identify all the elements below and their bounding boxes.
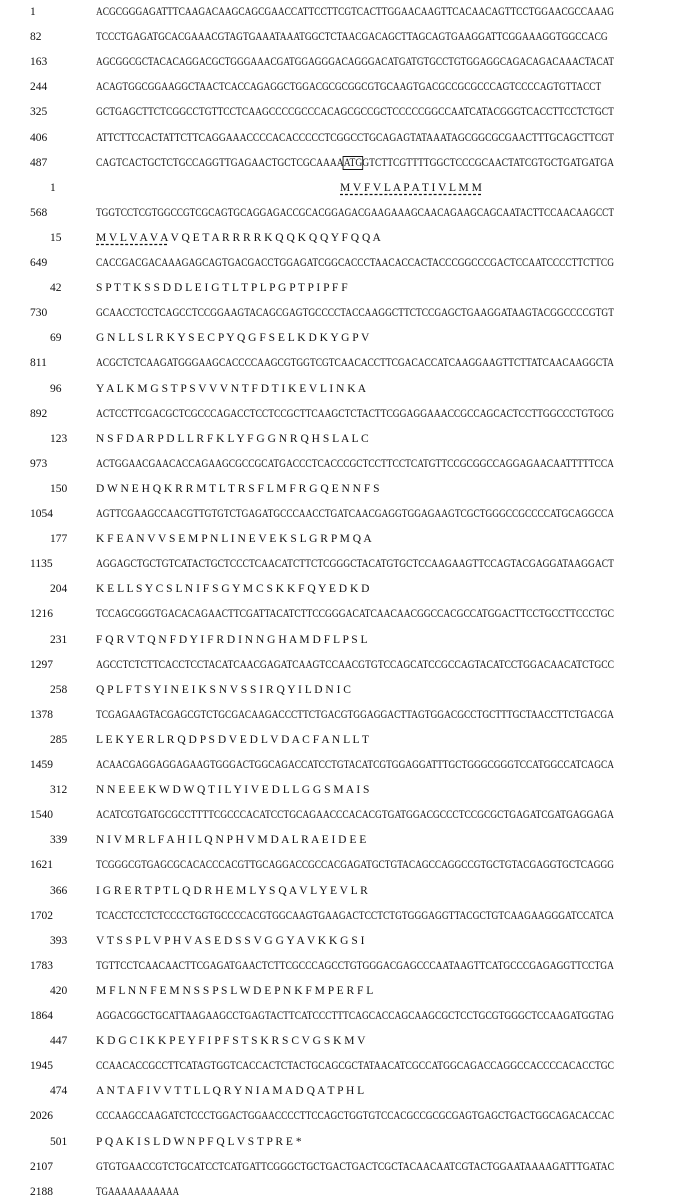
aa-position-number: 501 xyxy=(50,1135,68,1148)
sequence-segment: D W N E H Q K R R M T L T R S F L M F R G Q E N N F S xyxy=(96,482,380,495)
sequence-segment: V T S S P L V P H V A S E D S S V G G Y A V K K G S I xyxy=(96,934,365,947)
aa-position-number: 42 xyxy=(50,282,62,295)
sequence-segment: CACCGACGACAAAGAGCAGTGACGACCTGGAGATCGGCACCCTAACACCACTACCCGGCCCGACTCCAATCCCCTTCTTCG xyxy=(96,257,614,269)
nucleotide-row xyxy=(0,2,682,22)
nucleotide-row xyxy=(0,27,682,47)
sequence-segment: I G R E R T P T L Q D R H E M L Y S Q A V L Y E V L R xyxy=(96,884,368,897)
sequence-segment: TCACCTCCTCTCCCCTGGTGCCCCACGTGGCAAGTGAAGACTCCTCTGTGGGAGGTTACGCTGTCAAGAAGGGATCCATCA xyxy=(96,909,614,922)
nucleotide-row xyxy=(0,1157,682,1177)
nucleotide-row xyxy=(0,454,682,474)
nt-position-number: 892 xyxy=(30,407,48,420)
nt-position-number: 1945 xyxy=(30,1060,53,1073)
aa-position-number: 366 xyxy=(50,884,68,897)
aminoacid-row xyxy=(0,178,682,198)
nt-position-number: 1459 xyxy=(30,759,53,771)
nucleotide-sequence xyxy=(96,153,614,173)
nucleotide-row xyxy=(0,1056,682,1076)
nt-position-number: 487 xyxy=(30,156,48,169)
sequence-segment: V Q E T A R R R R K Q Q K Q Q Y F Q Q A xyxy=(167,231,381,244)
nucleotide-row xyxy=(0,1106,682,1126)
sequence-segment: TCCAGCGGGTGACACAGAACTTCGATTACATCTTCCGGGACATCAACAACGGCCACGCCATGGACTTCCTGCCTTCCCTGC xyxy=(96,608,615,621)
nucleotide-sequence xyxy=(96,253,614,273)
sequence-segment: AGGACGGCTGCATTAAGAAGCCTGAGTACTTCATCCCTTTCAGCACCAGCAAGCGCTCCTGCGTGGGCTCCAAGATGGTAG xyxy=(96,1010,614,1022)
nucleotide-row xyxy=(0,102,682,122)
aminoacid-row xyxy=(0,830,682,850)
aminoacid-row xyxy=(0,429,682,449)
aminoacid-sequence xyxy=(96,579,369,599)
aminoacid-row xyxy=(0,1031,682,1051)
sequence-segment: AGCGGCGCTACACAGGACGCTGGGAAACGATGGAGGGACAGGGACATGATGTGCCTGTGGAGGCAGACAGACAAACTACAT xyxy=(96,56,615,69)
sequence-segment: N N E E E K W D W Q T I L Y I V E D L L G G S M A I S xyxy=(96,784,370,797)
nucleotide-sequence xyxy=(96,454,614,474)
sequence-segment: L E K Y E R L R Q D P S D V E D L V D A C F A N L L T xyxy=(96,733,369,746)
nt-position-number: 2026 xyxy=(30,1110,53,1123)
sequence-segment: GCTGAGCTTCTCGGCCTGTTCCTCAAGCCCCGCCCACAGCGCCGCTCCCCCGGCCAATCATACGGGTCACCTTCCTCTGCT xyxy=(96,106,614,119)
signal-peptide: M V L V A V A xyxy=(96,231,168,244)
nucleotide-row xyxy=(0,655,682,675)
nucleotide-row xyxy=(0,805,682,825)
aa-position-number: 69 xyxy=(50,332,62,345)
nt-position-number: 1 xyxy=(30,6,36,18)
sequence-segment: TGTTCCTCAACAACTTCGAGATGAACTCTTCGCCCAGCCTGTGGGACGAGCCCAATAAGTTCATGCCCGAGAGGTTCCTGA xyxy=(96,959,614,972)
sequence-segment: CAGTCACTGCTCTGCCAGGTTGAGAACTGCTCGCAAAA xyxy=(96,156,344,169)
sequence-segment: TGGTCCTCGTGGCCGTCGCAGTGCAGGAGACCGCACGGAGACGAAGAAAGCAACAGAAGCAGCAATACTTCCAACAAGCCT xyxy=(96,206,615,219)
nucleotide-row xyxy=(0,353,682,373)
nucleotide-row xyxy=(0,1006,682,1026)
sequence-segment: TCGGGCGTGAGCGCACACCCACGTTGCAGGACCGCCACGAGATGCTGTACAGCCAGGCCGTGCTGTACGAGGTGCTCAGGG xyxy=(96,859,614,872)
aa-position-number: 285 xyxy=(50,733,68,746)
nt-position-number: 163 xyxy=(30,56,48,69)
sequence-segment: ACAGTGGCGGAAGGCTAACTCACCAGAGGCTGGACGCGCGGCGTGCAAGTGACGCCGCGCCCAGTCCCCAGTGTTACCT xyxy=(96,81,602,94)
aa-position-number: 96 xyxy=(50,382,62,395)
nt-position-number: 649 xyxy=(30,257,48,269)
aa-position-number: 339 xyxy=(50,834,68,847)
nucleotide-row xyxy=(0,1182,682,1202)
aa-position-number: 204 xyxy=(50,583,68,596)
aminoacid-sequence xyxy=(96,429,369,449)
sequence-segment: K D G C I K K P E Y F I P F S T S K R S C V G S K M V xyxy=(96,1035,366,1048)
sequence-segment: ACTCCTTCGACGCTCGCCCAGACCTCCTCCGCTTCAAGCTCTACTTCGGAGGAAACCGCCAGCACTCCTTGGCCCTGTGCG xyxy=(96,407,615,420)
aminoacid-row xyxy=(0,630,682,650)
nucleotide-sequence xyxy=(96,1056,614,1076)
nucleotide-sequence xyxy=(96,805,614,825)
aa-position-number: 150 xyxy=(50,482,68,495)
aminoacid-sequence xyxy=(96,228,381,248)
nt-position-number: 1783 xyxy=(30,959,53,972)
nucleotide-sequence xyxy=(96,1182,179,1202)
aa-position-number: 123 xyxy=(50,432,68,445)
nucleotide-sequence xyxy=(96,855,614,875)
nt-position-number: 325 xyxy=(30,106,48,119)
sequence-segment: TCGAGAAGTACGAGCGTCTGCGACAAGACCCTTCTGACGTGGAGGACTTAGTGGACGCCTGCTTTGCTAACCTTCTGACGA xyxy=(96,708,614,721)
nucleotide-sequence xyxy=(96,906,614,926)
nt-position-number: 1216 xyxy=(30,608,53,621)
nucleotide-sequence xyxy=(96,1006,614,1026)
sequence-segment: K F E A N V V S E M P N L I N E V E K S L G R P M Q A xyxy=(96,533,372,546)
sequence-segment: ACGCTCTCAAGATGGGAAGCACCCCAAGCGTGGTCGTCAACACCTTCGACACCATCAAGGAAGTTCTTATCAACAAGGCTA xyxy=(96,357,614,370)
nt-position-number: 82 xyxy=(30,31,42,44)
aminoacid-row xyxy=(0,278,682,298)
aa-position-number: 177 xyxy=(50,533,68,546)
nucleotide-sequence xyxy=(96,353,614,373)
aminoacid-row xyxy=(0,780,682,800)
nt-position-number: 1864 xyxy=(30,1010,53,1022)
nucleotide-sequence xyxy=(96,102,614,122)
aa-position-number: 420 xyxy=(50,984,68,997)
sequence-segment: G N L L S L R K Y S E C P Y Q G F S E L K D K Y G P V xyxy=(96,332,370,345)
aminoacid-sequence xyxy=(96,1031,365,1051)
aa-position-number: 15 xyxy=(50,231,62,244)
nucleotide-sequence xyxy=(96,655,614,675)
aminoacid-sequence xyxy=(96,730,369,750)
sequence-segment: ACGCGGGAGATTTCAAGACAAGCAGCGAACCATTCCTTCGTCACTTGGAACAAGTTCACAACAGTTCCTGGAACGCCAAAG xyxy=(96,6,614,18)
nucleotide-row xyxy=(0,705,682,725)
nt-position-number: 1702 xyxy=(30,909,53,922)
aminoacid-sequence xyxy=(96,630,368,650)
nucleotide-sequence xyxy=(96,956,614,976)
sequence-segment: AGCCTCTCTTCACCTCCTACATCAACGAGATCAAGTCCAACGTGTCCAGCATCCGCCAGTACATCCTGGACAACATCTGCC xyxy=(96,658,614,671)
nucleotide-row xyxy=(0,404,682,424)
nt-position-number: 406 xyxy=(30,131,48,144)
aminoacid-sequence xyxy=(96,680,351,700)
sequence-segment: K E L L S Y C S L N I F S G Y M C S K K F Q Y E D K D xyxy=(96,583,370,596)
nt-position-number: 973 xyxy=(30,457,48,470)
sequence-segment: TGAAAAAAAAAAA xyxy=(96,1185,180,1198)
aminoacid-row xyxy=(0,328,682,348)
sequence-segment: F Q R V T Q N F D Y I F R D I N N G H A M D F L P S L xyxy=(96,633,368,646)
sequence-segment: ACAACGAGGAGGAGAAGTGGGACTGGCAGACCATCCTGTACATCGTGGAGGATTTGCTGGGCGGGTCCATGGCCATCAGCA xyxy=(96,759,614,771)
nt-position-number: 811 xyxy=(30,357,47,370)
nucleotide-row xyxy=(0,128,682,148)
aminoacid-row xyxy=(0,1132,682,1152)
aminoacid-row xyxy=(0,981,682,1001)
aminoacid-row xyxy=(0,1081,682,1101)
aminoacid-row xyxy=(0,730,682,750)
aminoacid-sequence xyxy=(96,1081,364,1101)
sequence-segment: AGGAGCTGCTGTCATACTGCTCCCTCAACATCTTCTCGGGCTACATGTGCTCCAAGAAGTTCCAGTACGAGGATAAGGACT xyxy=(96,558,614,571)
sequence-segment: CCCAAGCCAAGATCTCCCTGGACTGGAACCCCTTCCAGCTGGTGTCCACGCCGCGCGAGTGAGCTGACTGGCAGACACCAC xyxy=(96,1110,615,1123)
sequence-segment: CCAACACCGCCTTCATAGTGGTCACCACTCTACTGCAGCGCTATAACATCGCCATGGCAGACCAGGCCACCCCACACCTGC xyxy=(96,1060,615,1073)
sequence-segment: ACATCGTGATGCGCCTTTTCGCCCACATCCTGCAGAACCCACACGTGATGGACGCCCTCCGCGCTGAGATCGATGAGGAGA xyxy=(96,809,614,822)
sequence-segment: N S F D A R P D L L R F K L Y F G G N R Q H S L A L C xyxy=(96,432,369,445)
sequence-segment: Q P L F T S Y I N E I K S N V S S I R Q Y I L D N I C xyxy=(96,683,351,696)
aminoacid-sequence xyxy=(96,981,373,1001)
aa-position-number: 393 xyxy=(50,934,68,947)
nucleotide-row xyxy=(0,203,682,223)
sequence-segment: GCAACCTCCTCAGCCTCCGGAAGTACAGCGAGTGCCCCTACCAAGGCTTCTCCGAGCTGAAGGATAAGTACGGCCCCGTGT xyxy=(96,307,614,320)
nt-position-number: 1540 xyxy=(30,809,53,822)
nucleotide-row xyxy=(0,253,682,273)
nucleotide-sequence xyxy=(96,404,614,424)
nucleotide-sequence xyxy=(96,2,614,22)
sequence-segment: P Q A K I S L D W N P F Q L V S T P R E * xyxy=(96,1135,302,1148)
nt-position-number: 1621 xyxy=(30,859,53,872)
nucleotide-row xyxy=(0,755,682,775)
nucleotide-row xyxy=(0,554,682,574)
aminoacid-sequence xyxy=(96,881,368,901)
aminoacid-sequence xyxy=(96,178,482,198)
aminoacid-row xyxy=(0,379,682,399)
nt-position-number: 244 xyxy=(30,81,48,94)
aminoacid-sequence xyxy=(96,830,366,850)
nucleotide-row xyxy=(0,303,682,323)
nucleotide-sequence xyxy=(96,554,614,574)
nt-position-number: 2188 xyxy=(30,1185,53,1198)
aminoacid-row xyxy=(0,228,682,248)
sequence-segment: A N T A F I V V T T L L Q R Y N I A M A D Q A T P H L xyxy=(96,1085,365,1098)
nucleotide-sequence xyxy=(96,77,601,97)
aminoacid-sequence xyxy=(96,479,380,499)
aminoacid-sequence xyxy=(96,529,372,549)
nucleotide-sequence xyxy=(96,203,614,223)
nt-position-number: 730 xyxy=(30,307,48,320)
aa-position-number: 258 xyxy=(50,683,68,696)
start-codon-box: ATG xyxy=(343,156,363,169)
sequence-segment: TCCCTGAGATGCACGAAACGTAGTGAAATAAATGGCTCTAACGACAGCTTAGCAGTGAAGGATTCGGAAAGGTGGCCACG xyxy=(96,31,608,44)
aminoacid-row xyxy=(0,579,682,599)
aminoacid-sequence xyxy=(96,278,348,298)
signal-peptide: M V F V L A P A T I V L M M xyxy=(340,181,482,194)
nucleotide-sequence xyxy=(96,755,614,775)
nucleotide-sequence xyxy=(96,1157,614,1177)
sequence-segment: AGTTCGAAGCCAACGTTGTGTCTGAGATGCCCAACCTGATCAACGAGGTGGAGAAGTCGCTGGGCCGCCCCATGCAGGCCA xyxy=(96,508,614,520)
nt-position-number: 1378 xyxy=(30,708,53,721)
aminoacid-row xyxy=(0,479,682,499)
nucleotide-sequence xyxy=(96,27,608,47)
sequence-segment: GTGTGAACCGTCTGCATCCTCATGATTCGGGCTGCTGACTGACTCGCTACAACAATCGTACTGGAATAAAAGATTTGATAC xyxy=(96,1160,614,1173)
nucleotide-row xyxy=(0,855,682,875)
sequence-segment: S P T T K S S D D L E I G T L T P L P G P T P I P F F xyxy=(96,282,348,295)
nucleotide-row xyxy=(0,604,682,624)
aa-position-number: 474 xyxy=(50,1085,68,1098)
nt-position-number: 1135 xyxy=(30,558,53,571)
nucleotide-sequence xyxy=(96,128,614,148)
aminoacid-row xyxy=(0,529,682,549)
nucleotide-sequence xyxy=(96,504,614,524)
sequence-segment: M F L N N F E M N S S P S L W D E P N K F M P E R F L xyxy=(96,984,374,997)
nucleotide-row xyxy=(0,52,682,72)
aa-position-number: 231 xyxy=(50,633,68,646)
nucleotide-sequence xyxy=(96,303,614,323)
nt-position-number: 568 xyxy=(30,206,48,219)
nt-position-number: 2107 xyxy=(30,1160,53,1173)
aminoacid-sequence xyxy=(96,328,369,348)
nt-position-number: 1054 xyxy=(30,508,53,520)
sequence-segment: N I V M R L F A H I L Q N P H V M D A L R A E I D E E xyxy=(96,834,367,847)
aminoacid-row xyxy=(0,931,682,951)
aminoacid-sequence xyxy=(96,931,364,951)
nucleotide-sequence xyxy=(96,604,614,624)
aa-position-number: 1 xyxy=(50,181,56,194)
aminoacid-row xyxy=(0,680,682,700)
nucleotide-sequence xyxy=(96,705,614,725)
nucleotide-row xyxy=(0,956,682,976)
nucleotide-sequence xyxy=(96,52,614,72)
aminoacid-row xyxy=(0,881,682,901)
aminoacid-sequence xyxy=(96,1132,302,1152)
aa-position-number: 312 xyxy=(50,784,68,797)
nucleotide-sequence xyxy=(96,1106,614,1126)
sequence-segment: Y A L K M G S T P S V V V N T F D T I K E V L I N K A xyxy=(96,382,367,395)
nucleotide-row xyxy=(0,906,682,926)
nucleotide-row xyxy=(0,153,682,173)
nucleotide-row xyxy=(0,504,682,524)
nucleotide-row xyxy=(0,77,682,97)
aa-position-number: 447 xyxy=(50,1035,68,1048)
sequence-segment: ACTGGAACGAACACCAGAAGCGCCGCATGACCCTCACCCGCTCCTTCCTCATGTTCCGCGGCCAGGAGAACAATTTTTCCA xyxy=(96,457,614,470)
aminoacid-sequence xyxy=(96,780,369,800)
aminoacid-sequence xyxy=(96,379,366,399)
sequence-segment: ATTCTTCCACTATTCTTCAGGAAACCCCACACCCCCTCGGCCTGCAGAGTATAAATAGCGGCGCGAACTTTGCAGCTTCGT xyxy=(96,131,615,144)
sequence-segment: GTCTTCGTTTTGGCTCCCGCAACTATCGTGCTGATGATGA xyxy=(362,156,615,169)
nt-position-number: 1297 xyxy=(30,658,53,671)
